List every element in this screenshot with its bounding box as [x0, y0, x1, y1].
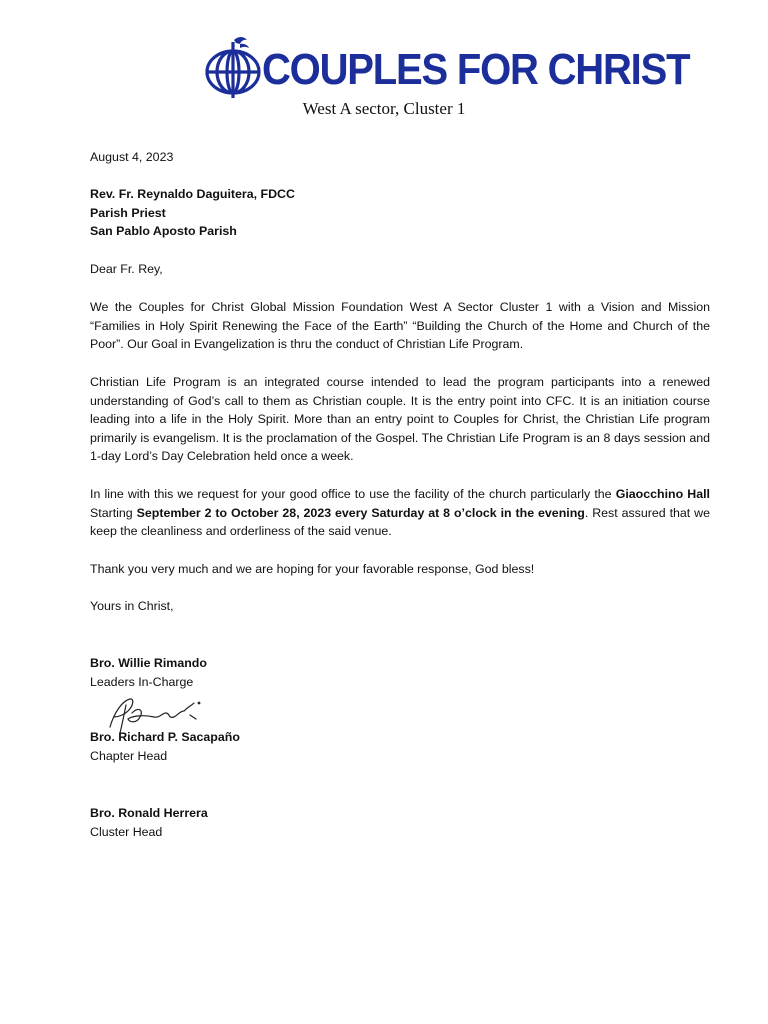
recipient-block: [90, 185, 710, 241]
recipient-title: Parish Priest: [90, 205, 166, 220]
salutation: [90, 260, 710, 279]
signatory-name: Bro. Willie Rimando: [90, 656, 207, 670]
paragraph-3: [90, 485, 710, 541]
paragraph-4-text: Thank you very much and we are hoping for your favorable response, God bless!: [90, 562, 535, 576]
recipient-parish: San Pablo Aposto Parish: [90, 224, 237, 239]
letter-date: [90, 148, 710, 167]
signatory-3: [90, 804, 710, 841]
cfc-logo: [200, 34, 690, 100]
paragraph-1-text: We the Couples for Christ Global Mission Foundation West A Sector Cluster 1 with a Vision and Mission “Families in Holy Spirit Renewing the Face of the Earth” “Building the Church of the Home and Church of the Poor”. Our Goal in Evangelization is thru the conduct of Christian Life Program.: [90, 300, 710, 352]
date-text: August 4, 2023: [90, 150, 174, 164]
signatory-name: Bro. Richard P. Sacapaño: [90, 730, 240, 744]
paragraph-2: [90, 373, 710, 466]
paragraph-3-text: [90, 485, 710, 541]
cfc-emblem-icon: [200, 34, 266, 100]
signatory-name: Bro. Ronald Herrera: [90, 806, 208, 820]
logo-wordmark: COUPLES FOR CHRIST: [262, 46, 690, 94]
paragraph-2-text: Christian Life Program is an integrated course intended to lead the program participants into a renewed understanding of God’s call to them as Christian couple. It is the entry point into CFC. It is an initiation course leading into a life in the Holy Spirit. More than an entry point to Couples for Christ, the Christian Life program primarily is evangelism. It is the proclamation of the Gospel. The Christian Life Program is an 8 days session and 1-day Lord’s Day Celebration held once a week.: [90, 375, 710, 464]
venue-name: Giaocchino Hall: [615, 487, 710, 501]
signatory-1: [90, 654, 710, 691]
signatory-role: Leaders In-Charge: [90, 674, 194, 689]
recipient-name: Rev. Fr. Reynaldo Daguitera, FDCC: [90, 187, 295, 201]
letterhead: [0, 32, 768, 122]
closing-text: Yours in Christ,: [90, 599, 174, 613]
paragraph-3-part3: . Rest assured that we keep the cleanliness and orderliness of the said venue.: [90, 505, 710, 539]
closing: [90, 597, 710, 616]
signatory-role: Cluster Head: [90, 824, 163, 839]
salutation-text: Dear Fr. Rey,: [90, 262, 163, 276]
signatory-role: Chapter Head: [90, 748, 168, 763]
paragraph-3-part2: Starting: [90, 505, 137, 520]
sector-subtitle: West A sector, Cluster 1: [302, 99, 466, 118]
signatory-2: [90, 728, 710, 765]
paragraph-3-part1: In line with this we request for your good office to use the facility of the church particularly the: [90, 487, 616, 501]
paragraph-4: [90, 560, 710, 579]
schedule-text: September 2 to October 28, 2023 every Saturday at 8 o’clock in the evening: [136, 505, 585, 520]
paragraph-1: [90, 298, 710, 354]
